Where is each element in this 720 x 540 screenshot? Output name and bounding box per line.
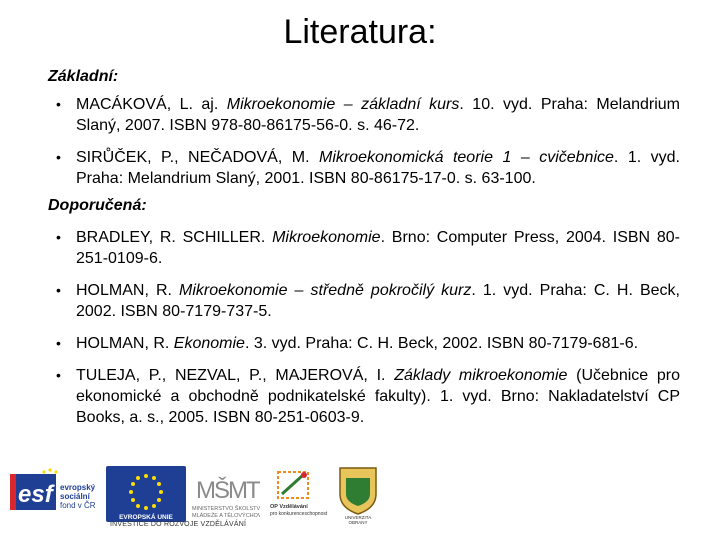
logo-strip bbox=[0, 462, 720, 540]
svg-text:pro konkurenceschopnost: pro konkurenceschopnost bbox=[270, 511, 328, 517]
msmt-logo-graphic bbox=[188, 464, 260, 522]
reference-item: • BRADLEY, R. SCHILLER. Mikroekonomie. Brno: Computer Press, 2004. ISBN 80-251-0109-6. bbox=[56, 229, 680, 267]
bullet-icon: • bbox=[56, 367, 61, 383]
shield-icon bbox=[332, 464, 384, 524]
university-logo bbox=[332, 464, 384, 524]
reference-list-basic bbox=[48, 94, 680, 189]
op-vk-logo bbox=[268, 468, 334, 520]
bullet-icon: • bbox=[56, 335, 61, 351]
svg-text:evropský: evropský bbox=[60, 483, 96, 492]
eu-caption: EVROPSKÁ UNIE bbox=[119, 514, 173, 521]
bullet-icon: • bbox=[56, 282, 61, 298]
svg-text:MINISTERSTVO ŠKOLSTVÍ,: MINISTERSTVO ŠKOLSTVÍ, bbox=[192, 506, 260, 512]
bullet-icon: • bbox=[56, 149, 61, 165]
reference-item: • HOLMAN, R. Ekonomie. 3. vyd. Praha: C. H. Beck, 2002. ISBN 80-7179-681-6. bbox=[56, 335, 639, 352]
svg-text:sociální: sociální bbox=[60, 492, 90, 501]
section-heading-basic: Základní: bbox=[48, 68, 119, 85]
msmt-mark: MŠMT bbox=[196, 477, 259, 504]
svg-text:UNIVERZITA: UNIVERZITA bbox=[344, 515, 372, 520]
reference-item: • MACÁKOVÁ, L. aj. Mikroekonomie – základní kurs. 10. vyd. Praha: Melandrium Slaný, 2007. ISBN 978-80-86175-56-0. s. 46-72. bbox=[56, 96, 681, 134]
investice-caption: INVESTICE DO ROZVOJE VZDĚLÁVÁNÍ bbox=[110, 521, 247, 528]
eu-flag-logo bbox=[106, 466, 186, 522]
esf-mark: esf bbox=[18, 481, 53, 508]
op-vk-logo-graphic bbox=[268, 468, 334, 520]
bullet-icon: • bbox=[56, 96, 61, 112]
reference-item: • HOLMAN, R. Mikroekonomie – středně pokročilý kurz. 1. vyd. Praha: C. H. Beck, 2002. ISBN 80-7179-737-5. bbox=[56, 282, 680, 320]
svg-text:OP Vzdělávání: OP Vzdělávání bbox=[270, 504, 308, 510]
svg-text:MLÁDEŽE A TĚLOVÝCHOVY: MLÁDEŽE A TĚLOVÝCHOVY bbox=[192, 513, 260, 519]
esf-logo-graphic bbox=[10, 466, 98, 524]
msmt-logo bbox=[188, 464, 260, 522]
svg-text:OBRANY: OBRANY bbox=[348, 520, 368, 524]
slide-title: Literatura: bbox=[283, 13, 437, 51]
section-heading-recommended: Doporučená: bbox=[48, 197, 147, 214]
svg-text:fond v ČR: fond v ČR bbox=[60, 501, 96, 510]
esf-logo bbox=[10, 466, 98, 524]
bullet-icon: • bbox=[56, 229, 61, 245]
eu-stars-icon bbox=[106, 466, 186, 522]
reference-list-recommended bbox=[48, 227, 680, 428]
reference-item: • TULEJA, P., NEZVAL, P., MAJEROVÁ, I. Základy mikroekonomie (Učebnice pro ekonomické a obchodně podnikatelské fakulty). 1. vyd. Brno: Nakladatelství CP Books, a. s., 2005. ISBN 80-251-0603-9. bbox=[56, 367, 681, 426]
reference-item: • SIRŮČEK, P., NEČADOVÁ, M. Mikroekonomická teorie 1 – cvičebnice. 1. vyd. Praha: Melandrium Slaný, 2001. ISBN 80-86175-17-0. s. 63-100. bbox=[56, 149, 681, 187]
